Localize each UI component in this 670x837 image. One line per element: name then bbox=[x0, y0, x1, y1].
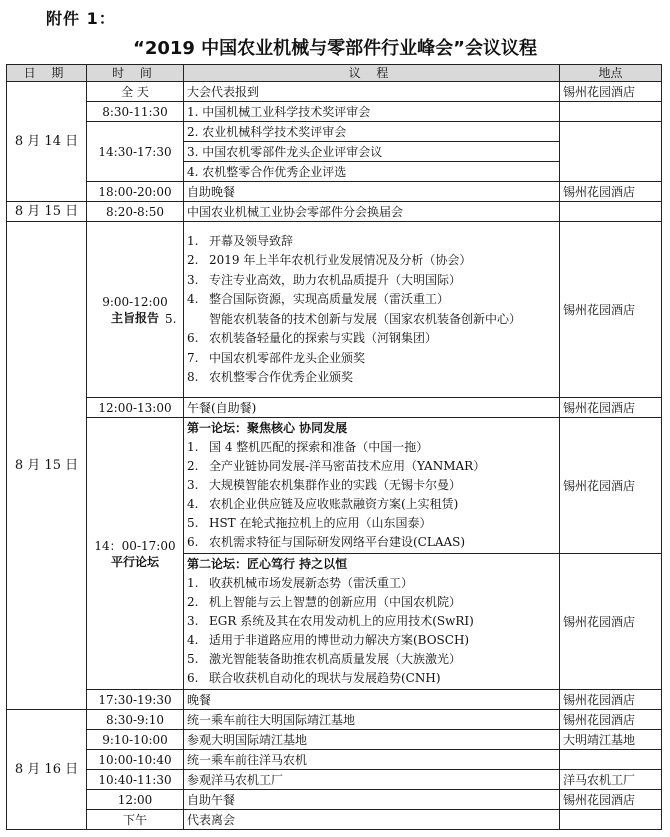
time-cell: 14:30-17:30 bbox=[87, 122, 184, 182]
list-item: 6. 农机需求特征与国际研发网络平台建设(CLAAS) bbox=[187, 535, 466, 549]
location-cell bbox=[560, 750, 662, 770]
agenda-cell: 中国农业机械工业协会零部件分会换届会 bbox=[184, 202, 560, 222]
table-row bbox=[7, 710, 662, 730]
list-item: 7. 中国农机零部件龙头企业颁奖 bbox=[187, 350, 366, 365]
table-row bbox=[7, 750, 662, 770]
time-cell: 8:20-8:50 bbox=[87, 202, 184, 222]
table-row bbox=[7, 102, 662, 122]
time-cell: 12:00 bbox=[87, 790, 184, 810]
time-cell: 8:30-11:30 bbox=[87, 102, 184, 122]
time-cell bbox=[87, 418, 184, 690]
table-row bbox=[7, 770, 662, 790]
agenda-cell: 统一乘车前往大明国际靖江基地 bbox=[184, 710, 560, 730]
list-item: 2. 2019 年上半年农机行业发展情况及分析（协会） bbox=[187, 253, 472, 267]
location-cell: 锡州花园酒店 bbox=[560, 82, 662, 102]
agenda-table bbox=[6, 64, 662, 830]
list-item: 6. 农机装备轻量化的探索与实践（河钢集团） bbox=[187, 331, 438, 345]
table-row bbox=[7, 122, 662, 142]
location-cell bbox=[560, 810, 662, 830]
list-item: 3. EGR 系统及其在农用发动机上的应用技术(SwRI) bbox=[187, 614, 474, 628]
location-cell: 锡州花园酒店 bbox=[560, 182, 662, 202]
agenda-cell: 1. 中国机械工业科学技术奖评审会 bbox=[184, 102, 560, 122]
keynote-time: 9:00-12:00 bbox=[102, 294, 168, 309]
agenda-cell bbox=[184, 554, 560, 690]
date-cell: 8 月 14 日 bbox=[7, 82, 87, 202]
agenda-cell: 参观大明国际靖江基地 bbox=[184, 730, 560, 750]
agenda-cell: 参观洋马农机工厂 bbox=[184, 770, 560, 790]
table-row bbox=[7, 730, 662, 750]
header-location: 地点 bbox=[560, 65, 662, 82]
location-cell: 洋马农机工厂 bbox=[560, 770, 662, 790]
list-item: 4. 适用于非道路应用的博世动力解决方案(BOSCH) bbox=[187, 633, 470, 647]
table-row bbox=[7, 222, 662, 398]
table-row bbox=[7, 690, 662, 710]
list-item: 4. 农机企业供应链及应收账款融资方案(上实租赁) bbox=[187, 497, 459, 511]
agenda-cell: 2. 农业机械科学技术奖评审会 bbox=[184, 122, 560, 142]
list-item: 1. 国 4 整机匹配的探索和准备（中国一拖） bbox=[187, 440, 429, 454]
table-row bbox=[7, 202, 662, 222]
parallel-label: 平行论坛 bbox=[110, 554, 159, 569]
location-cell bbox=[560, 122, 662, 182]
table-row bbox=[7, 398, 662, 418]
table-row bbox=[7, 182, 662, 202]
forum-title: 第二论坛：匠心笃行 持之以恒 bbox=[187, 557, 348, 571]
date-cell: 8 月 15 日 bbox=[7, 222, 87, 710]
location-cell: 大明靖江基地 bbox=[560, 730, 662, 750]
list-item: 6. 联合收获机自动化的现状与发展趋势(CNH) bbox=[187, 671, 441, 685]
agenda-cell: 代表离会 bbox=[184, 810, 560, 830]
list-item: 3. 大规模智能农机集群作业的实践（无锡卡尔曼） bbox=[187, 478, 462, 492]
time-cell: 8:30-9:10 bbox=[87, 710, 184, 730]
location-cell: 锡州花园酒店 bbox=[560, 690, 662, 710]
parallel-time: 14：00-17:00 bbox=[94, 538, 176, 553]
agenda-cell: 3. 中国农机零部件龙头企业评审会议 bbox=[184, 142, 560, 162]
location-cell: 锡州花园酒店 bbox=[560, 222, 662, 398]
list-item: 8. 农机整零合作优秀企业颁奖 bbox=[187, 370, 354, 384]
location-cell: 锡州花园酒店 bbox=[560, 790, 662, 810]
time-cell: 17:30-19:30 bbox=[87, 690, 184, 710]
header-date: 日 期 bbox=[7, 65, 87, 82]
attachment-label: 附件 1： bbox=[46, 9, 116, 28]
agenda-cell: 大会代表报到 bbox=[184, 82, 560, 102]
agenda-cell: 午餐(自助餐) bbox=[184, 398, 560, 418]
table-header-row bbox=[7, 65, 662, 82]
agenda-cell: 自助晚餐 bbox=[184, 182, 560, 202]
table-row bbox=[7, 810, 662, 830]
time-cell: 10:00-10:40 bbox=[87, 750, 184, 770]
agenda-cell: 自助午餐 bbox=[184, 790, 560, 810]
time-cell: 18:00-20:00 bbox=[87, 182, 184, 202]
keynote-label: 主旨报告 bbox=[110, 310, 159, 325]
location-cell: 锡州花园酒店 bbox=[560, 554, 662, 690]
list-item: 5. 激光智能装备助推农机高质量发展（大族激光） bbox=[187, 652, 462, 666]
time-cell: 10:40-11:30 bbox=[87, 770, 184, 790]
list-item: 4. 整合国际资源，实现高质量发展（雷沃重工） bbox=[187, 292, 450, 306]
location-cell bbox=[560, 202, 662, 222]
list-item: 2. 机上智能与云上智慧的创新应用（中国农机院） bbox=[187, 595, 462, 609]
location-cell bbox=[560, 102, 662, 122]
agenda-cell: 4. 农机整零合作优秀企业评选 bbox=[184, 162, 560, 182]
agenda-cell: 晚餐 bbox=[184, 690, 560, 710]
list-item: 5. 智能农机装备的技术创新与发展（国家农机装备创新中心） bbox=[165, 311, 522, 326]
table-row bbox=[7, 790, 662, 810]
table-row bbox=[7, 82, 662, 102]
page-title: “2019 中国农业机械与零部件行业峰会”会议议程 bbox=[132, 38, 538, 59]
list-item: 2. 全产业链协同发展-洋马密苗技术应用（YANMAR） bbox=[187, 459, 486, 473]
header-agenda: 议 程 bbox=[184, 65, 560, 82]
header-time: 时 间 bbox=[87, 65, 184, 82]
location-cell: 锡州花园酒店 bbox=[560, 418, 662, 554]
list-item: 1. 收获机械市场发展新态势（雷沃重工） bbox=[187, 576, 414, 590]
date-cell: 8 月 16 日 bbox=[7, 710, 87, 830]
time-cell: 下午 bbox=[87, 810, 184, 830]
time-cell: 12:00-13:00 bbox=[87, 398, 184, 418]
time-cell: 全 天 bbox=[87, 82, 184, 102]
list-item: 5. HST 在轮式拖拉机上的应用（山东国泰） bbox=[187, 516, 432, 530]
forum-title: 第一论坛：聚焦核心 协同发展 bbox=[187, 421, 348, 435]
agenda-cell bbox=[184, 418, 560, 554]
list-item: 1. 开幕及领导致辞 bbox=[187, 233, 294, 248]
agenda-cell: 统一乘车前往洋马农机 bbox=[184, 750, 560, 770]
time-cell: 9:10-10:00 bbox=[87, 730, 184, 750]
agenda-cell bbox=[165, 222, 560, 398]
table-row bbox=[7, 418, 662, 554]
list-item: 3. 专注专业高效，助力农机品质提升（大明国际） bbox=[187, 272, 462, 287]
location-cell: 锡州花园酒店 bbox=[560, 710, 662, 730]
location-cell: 锡州花园酒店 bbox=[560, 398, 662, 418]
date-cell: 8 月 15 日 bbox=[7, 202, 87, 222]
